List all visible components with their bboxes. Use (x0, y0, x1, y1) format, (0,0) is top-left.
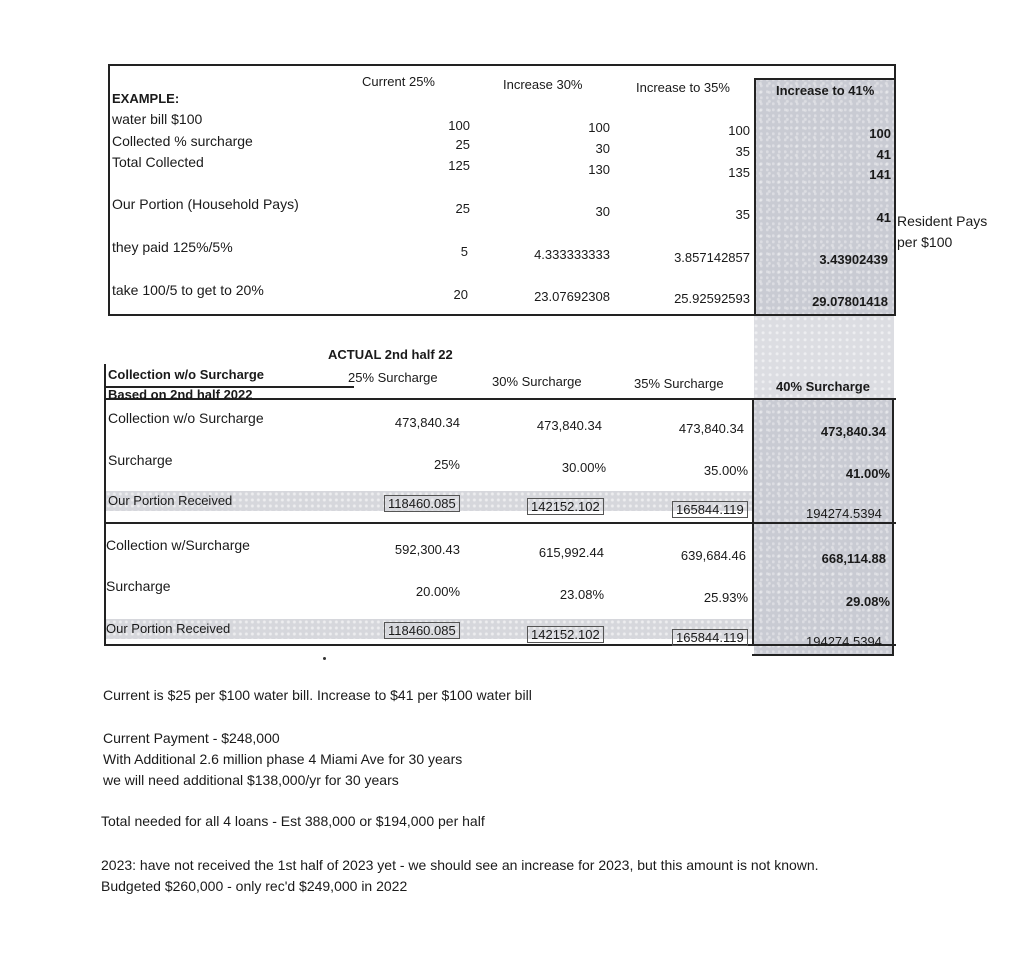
row-label-our-portion: Our Portion (Household Pays) (112, 196, 299, 212)
cell: 25.92592593 (674, 291, 750, 306)
header-40-surcharge: 40% Surcharge (776, 379, 870, 394)
example-highlight-frame (754, 78, 896, 316)
header-35-surcharge: 35% Surcharge (634, 376, 724, 391)
cell: 135 (728, 165, 750, 180)
divider (892, 398, 894, 656)
header-current-25: Current 25% (362, 74, 435, 89)
based-on-label: Based on 2nd half 2022 (108, 387, 253, 402)
row-label-collection-wo-surcharge: Collection w/o Surcharge (108, 410, 264, 426)
cell: 194274.5394 (806, 634, 882, 649)
row-label-our-portion-received: Our Portion Received (108, 493, 233, 508)
example-title: EXAMPLE: (112, 91, 180, 106)
cell: 165844.119 (672, 501, 748, 518)
row-label-our-portion-received-2: Our Portion Received (106, 621, 231, 636)
cell: 100 (588, 120, 610, 135)
cell: 473,840.34 (536, 418, 602, 433)
resident-pays-note: Resident Pays (897, 213, 988, 229)
collection-title: Collection w/o Surcharge (108, 367, 265, 382)
cell: 20 (453, 287, 468, 302)
row-label-surcharge: Surcharge (108, 452, 173, 468)
per-100-note: per $100 (897, 234, 953, 250)
cell: 130 (588, 162, 610, 177)
cell: 118460.085 (384, 495, 460, 512)
cell: 194274.5394 (806, 506, 882, 521)
header-25-surcharge: 25% Surcharge (348, 370, 438, 385)
cell: 25 (455, 201, 470, 216)
cell: 29.07801418 (812, 294, 888, 309)
note-current-increase: Current is $25 per $100 water bill. Increase to $41 per $100 water bill (103, 687, 532, 703)
cell: 100 (448, 118, 470, 133)
cell: 30 (595, 141, 610, 156)
cell: 30 (595, 204, 610, 219)
cell: 142152.102 (527, 626, 604, 643)
note-current-payment: Current Payment - $248,000 (103, 730, 280, 746)
cell: 4.333333333 (534, 247, 610, 262)
cell: 25 (455, 137, 470, 152)
header-increase-35: Increase to 35% (636, 80, 730, 95)
row-label-water-bill: water bill $100 (112, 111, 203, 127)
divider (752, 654, 894, 656)
cell: 23.07692308 (534, 289, 610, 304)
row-label-take-100-5: take 100/5 to get to 20% (112, 282, 264, 298)
cell: 3.857142857 (674, 250, 750, 265)
row-label-collected-surcharge: Collected % surcharge (112, 133, 253, 149)
actual-2nd-half-label: ACTUAL 2nd half 22 (328, 347, 453, 362)
cell: 20.00% (415, 584, 460, 599)
cell: 35.00% (703, 463, 748, 478)
cell: 30.00% (561, 460, 606, 475)
cell: 23.08% (559, 587, 604, 602)
cell: 5 (460, 244, 468, 259)
note-additional-yr: we will need additional $138,000/yr for 30 years (103, 772, 399, 788)
cell: 668,114.88 (821, 551, 886, 566)
cell: 41.00% (845, 466, 890, 481)
cell: 592,300.43 (394, 542, 460, 557)
row-label-collection-w-surcharge: Collection w/Surcharge (106, 537, 250, 553)
note-additional-phase4: With Additional 2.6 million phase 4 Miami Ave for 30 years (103, 751, 463, 767)
cell: 142152.102 (527, 498, 604, 515)
cell: 165844.119 (672, 629, 748, 646)
cell: 35 (735, 207, 750, 222)
cell: 141 (869, 167, 891, 182)
cell: 473,840.34 (820, 424, 886, 439)
header-increase-41: Increase to 41% (776, 83, 875, 98)
header-increase-30: Increase 30% (503, 77, 583, 92)
note-budgeted: Budgeted $260,000 - only rec'd $249,000 in 2022 (101, 878, 408, 894)
row-label-total-collected: Total Collected (112, 154, 204, 170)
cell: 35 (735, 144, 750, 159)
divider (752, 398, 754, 646)
cell: 41 (876, 210, 891, 225)
cell: 473,840.34 (394, 415, 460, 430)
cell: 3.43902439 (819, 252, 888, 267)
divider (104, 644, 896, 646)
cell: 100 (869, 126, 891, 141)
cell: 29.08% (845, 594, 890, 609)
cell: 25.93% (703, 590, 748, 605)
cell: 615,992.44 (538, 545, 604, 560)
cell: 473,840.34 (678, 421, 744, 436)
note-total-needed: Total needed for all 4 loans - Est 388,000 or $194,000 per half (101, 813, 485, 829)
note-2023: 2023: have not received the 1st half of 2023 yet - we should see an increase for 2023, but this amount is not known. (101, 857, 819, 873)
stray-mark (323, 657, 326, 660)
header-30-surcharge: 30% Surcharge (492, 374, 582, 389)
cell: 25% (433, 457, 460, 472)
divider (104, 522, 896, 524)
cell: 125 (448, 158, 470, 173)
cell: 118460.085 (384, 622, 460, 639)
row-label-they-paid: they paid 125%/5% (112, 239, 233, 255)
cell: 41 (876, 147, 891, 162)
row-label-surcharge-2: Surcharge (106, 578, 171, 594)
cell: 100 (728, 123, 750, 138)
cell: 639,684.46 (680, 548, 746, 563)
